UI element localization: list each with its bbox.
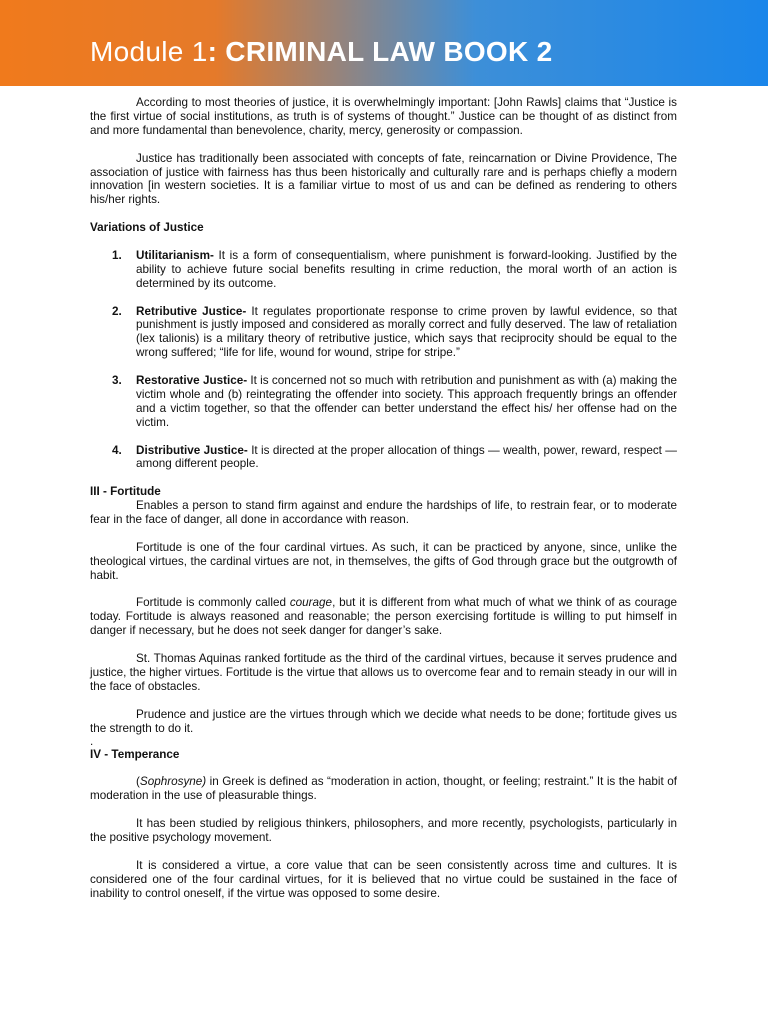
list-text: It is concerned not so much with retribution and punishment as with (a) making the victim whole and (b) reintegrating the offender into society. This approach frequently brings an offender and a victim together, so that the offender can better understand the effect his/ her offense had on the victim. xyxy=(136,374,677,429)
intro-paragraph-2: Justice has traditionally been associated with concepts of fate, reincarnation or Divine Providence, The association of justice with fairness has thus been historically and culturally rare and is perhaps chiefly a modern innovation [in western societies. It is a familiar virtue to most of us and can be defined as rendering to others his/her rights. xyxy=(90,151,677,207)
fortitude-paragraph-2: Fortitude is one of the four cardinal virtues. As such, it can be practiced by anyone, since, unlike the theological virtues, the cardinal virtues are not, in themselves, the gifts of God through grace but the outgrowth of habit. xyxy=(90,540,677,582)
list-text: It regulates proportionate response to crime proven by lawful evidence, so that punishment is justly imposed and considered as morally correct and fully deserved. The law of retaliation (lex talionis) is a military theory of retributive justice, which says that reciprocity should be equal to the wrong suffered; “life for life, wound for wound, stripe for stripe.” xyxy=(136,304,678,360)
variations-heading: Variations of Justice xyxy=(90,221,204,235)
temperance-paragraph-3: It is considered a virtue, a core value that can be seen consistently across time and cultures. It is considered one of the four cardinal virtues, for it is believed that no virtue could be sustained in the face of inability to control oneself, if the virtue was opposed to some desire. xyxy=(90,858,677,900)
variations-list xyxy=(90,249,677,471)
list-term: Restorative Justice- xyxy=(136,374,248,388)
list-text: It is a form of consequentialism, where punishment is forward-looking. Justified by the ability to achieve future social benefits resulting in crime reduction, the moral worth of an action is determined by its outcome. xyxy=(136,248,677,290)
list-number: 2. xyxy=(112,304,122,318)
document-body xyxy=(90,96,677,914)
list-item xyxy=(90,374,677,430)
list-item xyxy=(90,249,677,291)
temperance-paragraph-1 xyxy=(90,775,677,803)
temperance-heading: IV - Temperance xyxy=(90,747,180,761)
list-number: 4. xyxy=(112,443,122,457)
fortitude-p3-emphasis: courage xyxy=(289,596,333,610)
list-term: Distributive Justice- xyxy=(136,443,248,457)
stray-period: . xyxy=(90,734,94,748)
temperance-p1-emphasis: Sophrosyne) xyxy=(139,775,207,789)
list-item xyxy=(90,444,677,472)
fortitude-paragraph-3 xyxy=(90,596,677,638)
header-banner xyxy=(0,0,768,86)
module-label: Module 1 xyxy=(90,36,208,67)
fortitude-heading: III - Fortitude xyxy=(90,485,161,499)
fortitude-p3-text-a: Fortitude is commonly called xyxy=(136,596,290,610)
list-number: 3. xyxy=(112,374,122,388)
page-title xyxy=(90,36,552,68)
intro-paragraph-1: According to most theories of justice, it is overwhelmingly important: [John Rawls] claims that “Justice is the first virtue of social institutions, as truth is of systems of thought.” Justice can be thought of as distinct from and more fundamental than benevolence, charity, mercy, generosity or compassion. xyxy=(90,96,677,137)
list-term: Retributive Justice- xyxy=(136,304,247,318)
list-term: Utilitarianism- xyxy=(136,248,214,262)
temperance-p1-text-a: ( xyxy=(136,775,140,789)
fortitude-p3-text-b: , but it is different from what much of what we think of as courage today. Fortitude is always reasoned and reasonable; the person exercising fortitude is willing to put himself in danger if necessary, but he does not seek danger for danger’s sake. xyxy=(90,596,677,638)
list-item xyxy=(90,305,677,361)
list-number: 1. xyxy=(112,248,122,262)
course-title: : CRIMINAL LAW BOOK 2 xyxy=(207,36,553,67)
list-text: It is directed at the proper allocation of things — wealth, power, reward, respect — among different people. xyxy=(136,443,677,471)
fortitude-paragraph-5: Prudence and justice are the virtues through which we decide what needs to be done; fortitude gives us the strength to do it. xyxy=(90,707,677,735)
fortitude-paragraph-1: Enables a person to stand firm against and endure the hardships of life, to restrain fear, or to moderate fear in the face of danger, all done in accordance with reason. xyxy=(90,499,677,527)
temperance-paragraph-2: It has been studied by religious thinkers, philosophers, and more recently, psychologists, particularly in the positive psychology movement. xyxy=(90,817,677,844)
fortitude-paragraph-4: St. Thomas Aquinas ranked fortitude as the third of the cardinal virtues, because it serves prudence and justice, the higher virtues. Fortitude is the virtue that allows us to overcome fear and to remain steady in our will in the face of obstacles. xyxy=(90,652,677,693)
temperance-p1-text-b: in Greek is defined as “moderation in action, thought, or feeling; restraint.” It is the habit of moderation in the use of pleasurable things. xyxy=(90,775,677,803)
